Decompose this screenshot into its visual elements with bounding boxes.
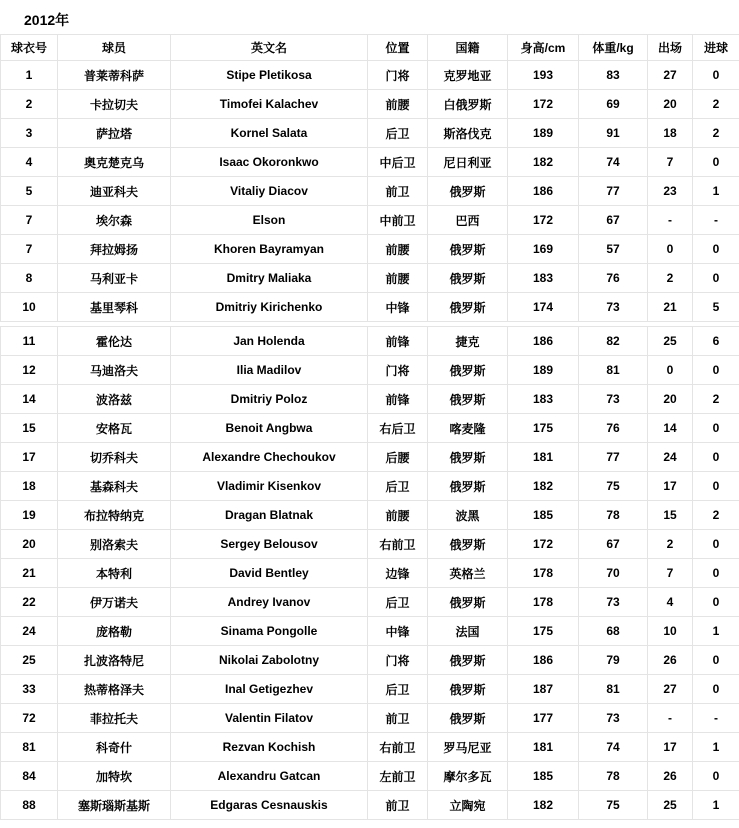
position-cell: 前锋 xyxy=(368,385,428,414)
goals-cell: 0 xyxy=(693,530,739,559)
position-cell: 右前卫 xyxy=(368,530,428,559)
height-cm-cell: 193 xyxy=(508,61,579,90)
goals-cell: 2 xyxy=(693,90,739,119)
table-row xyxy=(1,646,739,675)
jersey-number-cell: 20 xyxy=(1,530,58,559)
position-cell: 边锋 xyxy=(368,559,428,588)
position-cell: 后腰 xyxy=(368,443,428,472)
player-name-cn-cell: 迪亚科夫 xyxy=(58,177,171,206)
table-row xyxy=(1,206,739,235)
goals-cell: 5 xyxy=(693,293,739,322)
player-name-cn-cell: 奥克楚克乌 xyxy=(58,148,171,177)
player-name-en-cell: Alexandru Gatcan xyxy=(171,762,368,791)
table-row xyxy=(1,559,739,588)
position-cell: 后卫 xyxy=(368,675,428,704)
position-cell: 后卫 xyxy=(368,472,428,501)
nationality-cell: 巴西 xyxy=(428,206,508,235)
table-row xyxy=(1,675,739,704)
height-cm-cell: 186 xyxy=(508,646,579,675)
goals-cell: 0 xyxy=(693,148,739,177)
jersey-number-cell: 15 xyxy=(1,414,58,443)
nationality-cell: 白俄罗斯 xyxy=(428,90,508,119)
player-name-cn-cell: 普莱蒂科萨 xyxy=(58,61,171,90)
jersey-number-cell: 17 xyxy=(1,443,58,472)
weight-kg-cell: 57 xyxy=(579,235,648,264)
appearances-cell: 26 xyxy=(648,762,693,791)
appearances-cell: - xyxy=(648,704,693,733)
height-cm-cell: 178 xyxy=(508,559,579,588)
player-name-en-cell: Stipe Pletikosa xyxy=(171,61,368,90)
player-name-en-cell: Nikolai Zabolotny xyxy=(171,646,368,675)
player-name-cn-cell: 拜拉姆扬 xyxy=(58,235,171,264)
column-header-goals: 进球 xyxy=(693,35,739,61)
table-row xyxy=(1,293,739,322)
position-cell: 右后卫 xyxy=(368,414,428,443)
player-name-en-cell: Elson xyxy=(171,206,368,235)
position-cell: 前腰 xyxy=(368,264,428,293)
player-name-en-cell: David Bentley xyxy=(171,559,368,588)
height-cm-cell: 183 xyxy=(508,264,579,293)
weight-kg-cell: 73 xyxy=(579,704,648,733)
appearances-cell: 7 xyxy=(648,559,693,588)
player-name-en-cell: Edgaras Cesnauskis xyxy=(171,791,368,820)
column-header-player-name-en: 英文名 xyxy=(171,35,368,61)
goals-cell: 0 xyxy=(693,356,739,385)
jersey-number-cell: 88 xyxy=(1,791,58,820)
appearances-cell: 2 xyxy=(648,530,693,559)
height-cm-cell: 175 xyxy=(508,414,579,443)
weight-kg-cell: 73 xyxy=(579,385,648,414)
appearances-cell: 21 xyxy=(648,293,693,322)
jersey-number-cell: 72 xyxy=(1,704,58,733)
player-name-en-cell: Dmitry Maliaka xyxy=(171,264,368,293)
position-cell: 中锋 xyxy=(368,617,428,646)
player-name-en-cell: Benoit Angbwa xyxy=(171,414,368,443)
height-cm-cell: 185 xyxy=(508,762,579,791)
table-row xyxy=(1,762,739,791)
position-cell: 中锋 xyxy=(368,293,428,322)
goals-cell: 1 xyxy=(693,791,739,820)
appearances-cell: 15 xyxy=(648,501,693,530)
jersey-number-cell: 2 xyxy=(1,90,58,119)
weight-kg-cell: 82 xyxy=(579,327,648,356)
height-cm-cell: 186 xyxy=(508,327,579,356)
table-row xyxy=(1,327,739,356)
player-name-en-cell: Alexandre Chechoukov xyxy=(171,443,368,472)
jersey-number-cell: 84 xyxy=(1,762,58,791)
table-row xyxy=(1,414,739,443)
position-cell: 左前卫 xyxy=(368,762,428,791)
jersey-number-cell: 18 xyxy=(1,472,58,501)
table-row xyxy=(1,385,739,414)
nationality-cell: 斯洛伐克 xyxy=(428,119,508,148)
jersey-number-cell: 3 xyxy=(1,119,58,148)
jersey-number-cell: 5 xyxy=(1,177,58,206)
player-name-cn-cell: 加特坎 xyxy=(58,762,171,791)
weight-kg-cell: 83 xyxy=(579,61,648,90)
height-cm-cell: 178 xyxy=(508,588,579,617)
player-name-en-cell: Kornel Salata xyxy=(171,119,368,148)
table-row xyxy=(1,733,739,762)
goals-cell: 6 xyxy=(693,327,739,356)
appearances-cell: 4 xyxy=(648,588,693,617)
position-cell: 前腰 xyxy=(368,90,428,119)
player-name-cn-cell: 基里琴科 xyxy=(58,293,171,322)
appearances-cell: 17 xyxy=(648,733,693,762)
appearances-cell: 17 xyxy=(648,472,693,501)
height-cm-cell: 172 xyxy=(508,90,579,119)
nationality-cell: 俄罗斯 xyxy=(428,385,508,414)
player-name-cn-cell: 埃尔森 xyxy=(58,206,171,235)
player-name-cn-cell: 马利亚卡 xyxy=(58,264,171,293)
player-name-cn-cell: 伊万诺夫 xyxy=(58,588,171,617)
goals-cell: 1 xyxy=(693,617,739,646)
goals-cell: 2 xyxy=(693,385,739,414)
position-cell: 前卫 xyxy=(368,791,428,820)
column-header-player-name-cn: 球员 xyxy=(58,35,171,61)
position-cell: 门将 xyxy=(368,61,428,90)
position-cell: 门将 xyxy=(368,356,428,385)
player-name-cn-cell: 波洛兹 xyxy=(58,385,171,414)
appearances-cell: 25 xyxy=(648,791,693,820)
player-name-en-cell: Khoren Bayramyan xyxy=(171,235,368,264)
player-name-en-cell: Dmitriy Poloz xyxy=(171,385,368,414)
column-header-position: 位置 xyxy=(368,35,428,61)
goals-cell: 0 xyxy=(693,443,739,472)
table-row xyxy=(1,177,739,206)
nationality-cell: 俄罗斯 xyxy=(428,472,508,501)
weight-kg-cell: 78 xyxy=(579,762,648,791)
goals-cell: 0 xyxy=(693,264,739,293)
table-row xyxy=(1,588,739,617)
height-cm-cell: 172 xyxy=(508,206,579,235)
table-row xyxy=(1,148,739,177)
player-name-cn-cell: 卡拉切夫 xyxy=(58,90,171,119)
column-header-appearances: 出场 xyxy=(648,35,693,61)
appearances-cell: 26 xyxy=(648,646,693,675)
height-cm-cell: 185 xyxy=(508,501,579,530)
nationality-cell: 俄罗斯 xyxy=(428,646,508,675)
jersey-number-cell: 25 xyxy=(1,646,58,675)
player-name-cn-cell: 科奇什 xyxy=(58,733,171,762)
table-row xyxy=(1,356,739,385)
player-name-cn-cell: 热蒂格泽夫 xyxy=(58,675,171,704)
goals-cell: 0 xyxy=(693,588,739,617)
weight-kg-cell: 77 xyxy=(579,177,648,206)
weight-kg-cell: 70 xyxy=(579,559,648,588)
page-title: 2012年 xyxy=(24,12,70,28)
nationality-cell: 俄罗斯 xyxy=(428,530,508,559)
table-row xyxy=(1,119,739,148)
appearances-cell: - xyxy=(648,206,693,235)
appearances-cell: 7 xyxy=(648,148,693,177)
appearances-cell: 20 xyxy=(648,90,693,119)
goals-cell: - xyxy=(693,704,739,733)
player-name-en-cell: Valentin Filatov xyxy=(171,704,368,733)
goals-cell: 0 xyxy=(693,235,739,264)
position-cell: 右前卫 xyxy=(368,733,428,762)
height-cm-cell: 174 xyxy=(508,293,579,322)
player-name-cn-cell: 塞斯瑙斯基斯 xyxy=(58,791,171,820)
player-name-en-cell: Timofei Kalachev xyxy=(171,90,368,119)
nationality-cell: 喀麦隆 xyxy=(428,414,508,443)
goals-cell: 0 xyxy=(693,646,739,675)
nationality-cell: 俄罗斯 xyxy=(428,293,508,322)
nationality-cell: 法国 xyxy=(428,617,508,646)
weight-kg-cell: 74 xyxy=(579,148,648,177)
jersey-number-cell: 7 xyxy=(1,206,58,235)
player-name-en-cell: Dmitriy Kirichenko xyxy=(171,293,368,322)
height-cm-cell: 177 xyxy=(508,704,579,733)
player-name-cn-cell: 扎波洛特尼 xyxy=(58,646,171,675)
weight-kg-cell: 68 xyxy=(579,617,648,646)
players-table-top xyxy=(0,34,739,322)
player-name-cn-cell: 布拉特纳克 xyxy=(58,501,171,530)
jersey-number-cell: 21 xyxy=(1,559,58,588)
jersey-number-cell: 10 xyxy=(1,293,58,322)
player-name-cn-cell: 安格瓦 xyxy=(58,414,171,443)
nationality-cell: 捷克 xyxy=(428,327,508,356)
height-cm-cell: 186 xyxy=(508,177,579,206)
height-cm-cell: 181 xyxy=(508,443,579,472)
table-row xyxy=(1,791,739,820)
player-name-en-cell: Inal Getigezhev xyxy=(171,675,368,704)
height-cm-cell: 183 xyxy=(508,385,579,414)
nationality-cell: 俄罗斯 xyxy=(428,264,508,293)
nationality-cell: 俄罗斯 xyxy=(428,588,508,617)
player-name-cn-cell: 萨拉塔 xyxy=(58,119,171,148)
goals-cell: 0 xyxy=(693,472,739,501)
position-cell: 中后卫 xyxy=(368,148,428,177)
height-cm-cell: 189 xyxy=(508,119,579,148)
height-cm-cell: 182 xyxy=(508,791,579,820)
table-row xyxy=(1,704,739,733)
table-header-row xyxy=(1,35,739,61)
position-cell: 后卫 xyxy=(368,588,428,617)
goals-cell: 0 xyxy=(693,762,739,791)
height-cm-cell: 189 xyxy=(508,356,579,385)
position-cell: 前腰 xyxy=(368,235,428,264)
weight-kg-cell: 67 xyxy=(579,206,648,235)
jersey-number-cell: 7 xyxy=(1,235,58,264)
weight-kg-cell: 74 xyxy=(579,733,648,762)
appearances-cell: 0 xyxy=(648,235,693,264)
position-cell: 前卫 xyxy=(368,177,428,206)
table-row xyxy=(1,264,739,293)
weight-kg-cell: 75 xyxy=(579,472,648,501)
player-name-cn-cell: 庞格勒 xyxy=(58,617,171,646)
weight-kg-cell: 76 xyxy=(579,264,648,293)
player-name-en-cell: Ilia Madilov xyxy=(171,356,368,385)
nationality-cell: 俄罗斯 xyxy=(428,177,508,206)
appearances-cell: 27 xyxy=(648,61,693,90)
position-cell: 前腰 xyxy=(368,501,428,530)
jersey-number-cell: 4 xyxy=(1,148,58,177)
player-name-en-cell: Andrey Ivanov xyxy=(171,588,368,617)
appearances-cell: 14 xyxy=(648,414,693,443)
jersey-number-cell: 81 xyxy=(1,733,58,762)
nationality-cell: 摩尔多瓦 xyxy=(428,762,508,791)
nationality-cell: 俄罗斯 xyxy=(428,356,508,385)
player-name-cn-cell: 切乔科夫 xyxy=(58,443,171,472)
jersey-number-cell: 11 xyxy=(1,327,58,356)
weight-kg-cell: 73 xyxy=(579,588,648,617)
weight-kg-cell: 81 xyxy=(579,356,648,385)
nationality-cell: 俄罗斯 xyxy=(428,235,508,264)
column-header-height-cm: 身高/cm xyxy=(508,35,579,61)
appearances-cell: 27 xyxy=(648,675,693,704)
weight-kg-cell: 78 xyxy=(579,501,648,530)
goals-cell: 2 xyxy=(693,119,739,148)
player-name-en-cell: Vladimir Kisenkov xyxy=(171,472,368,501)
table-row xyxy=(1,530,739,559)
goals-cell: 1 xyxy=(693,733,739,762)
weight-kg-cell: 73 xyxy=(579,293,648,322)
position-cell: 前锋 xyxy=(368,327,428,356)
player-name-en-cell: Isaac Okoronkwo xyxy=(171,148,368,177)
column-header-weight-kg: 体重/kg xyxy=(579,35,648,61)
column-header-jersey-number: 球衣号 xyxy=(1,35,58,61)
height-cm-cell: 187 xyxy=(508,675,579,704)
goals-cell: 0 xyxy=(693,559,739,588)
jersey-number-cell: 22 xyxy=(1,588,58,617)
nationality-cell: 英格兰 xyxy=(428,559,508,588)
height-cm-cell: 182 xyxy=(508,148,579,177)
nationality-cell: 尼日利亚 xyxy=(428,148,508,177)
weight-kg-cell: 79 xyxy=(579,646,648,675)
weight-kg-cell: 76 xyxy=(579,414,648,443)
player-name-cn-cell: 菲拉托夫 xyxy=(58,704,171,733)
goals-cell: 0 xyxy=(693,414,739,443)
nationality-cell: 克罗地亚 xyxy=(428,61,508,90)
table-row xyxy=(1,443,739,472)
player-name-en-cell: Dragan Blatnak xyxy=(171,501,368,530)
appearances-cell: 18 xyxy=(648,119,693,148)
nationality-cell: 罗马尼亚 xyxy=(428,733,508,762)
appearances-cell: 20 xyxy=(648,385,693,414)
nationality-cell: 俄罗斯 xyxy=(428,704,508,733)
jersey-number-cell: 24 xyxy=(1,617,58,646)
weight-kg-cell: 81 xyxy=(579,675,648,704)
height-cm-cell: 172 xyxy=(508,530,579,559)
appearances-cell: 25 xyxy=(648,327,693,356)
position-cell: 门将 xyxy=(368,646,428,675)
goals-cell: 0 xyxy=(693,61,739,90)
weight-kg-cell: 77 xyxy=(579,443,648,472)
player-name-cn-cell: 别洛索夫 xyxy=(58,530,171,559)
position-cell: 后卫 xyxy=(368,119,428,148)
appearances-cell: 10 xyxy=(648,617,693,646)
appearances-cell: 23 xyxy=(648,177,693,206)
position-cell: 中前卫 xyxy=(368,206,428,235)
height-cm-cell: 182 xyxy=(508,472,579,501)
appearances-cell: 24 xyxy=(648,443,693,472)
position-cell: 前卫 xyxy=(368,704,428,733)
weight-kg-cell: 75 xyxy=(579,791,648,820)
nationality-cell: 俄罗斯 xyxy=(428,675,508,704)
player-name-en-cell: Sergey Belousov xyxy=(171,530,368,559)
jersey-number-cell: 12 xyxy=(1,356,58,385)
weight-kg-cell: 69 xyxy=(579,90,648,119)
height-cm-cell: 169 xyxy=(508,235,579,264)
players-table-bottom xyxy=(0,326,739,820)
appearances-cell: 0 xyxy=(648,356,693,385)
player-name-en-cell: Jan Holenda xyxy=(171,327,368,356)
jersey-number-cell: 8 xyxy=(1,264,58,293)
table-row xyxy=(1,472,739,501)
column-header-nationality: 国籍 xyxy=(428,35,508,61)
nationality-cell: 俄罗斯 xyxy=(428,443,508,472)
weight-kg-cell: 91 xyxy=(579,119,648,148)
table-row xyxy=(1,235,739,264)
table-row xyxy=(1,61,739,90)
nationality-cell: 立陶宛 xyxy=(428,791,508,820)
jersey-number-cell: 14 xyxy=(1,385,58,414)
jersey-number-cell: 19 xyxy=(1,501,58,530)
height-cm-cell: 181 xyxy=(508,733,579,762)
table-row xyxy=(1,501,739,530)
player-name-cn-cell: 马迪洛夫 xyxy=(58,356,171,385)
goals-cell: - xyxy=(693,206,739,235)
table-row xyxy=(1,90,739,119)
player-name-cn-cell: 本特利 xyxy=(58,559,171,588)
appearances-cell: 2 xyxy=(648,264,693,293)
jersey-number-cell: 33 xyxy=(1,675,58,704)
weight-kg-cell: 67 xyxy=(579,530,648,559)
goals-cell: 2 xyxy=(693,501,739,530)
nationality-cell: 波黑 xyxy=(428,501,508,530)
player-name-cn-cell: 基森科夫 xyxy=(58,472,171,501)
player-name-en-cell: Rezvan Kochish xyxy=(171,733,368,762)
goals-cell: 1 xyxy=(693,177,739,206)
player-name-en-cell: Vitaliy Diacov xyxy=(171,177,368,206)
goals-cell: 0 xyxy=(693,675,739,704)
jersey-number-cell: 1 xyxy=(1,61,58,90)
player-name-en-cell: Sinama Pongolle xyxy=(171,617,368,646)
height-cm-cell: 175 xyxy=(508,617,579,646)
table-row xyxy=(1,617,739,646)
player-name-cn-cell: 霍伦达 xyxy=(58,327,171,356)
